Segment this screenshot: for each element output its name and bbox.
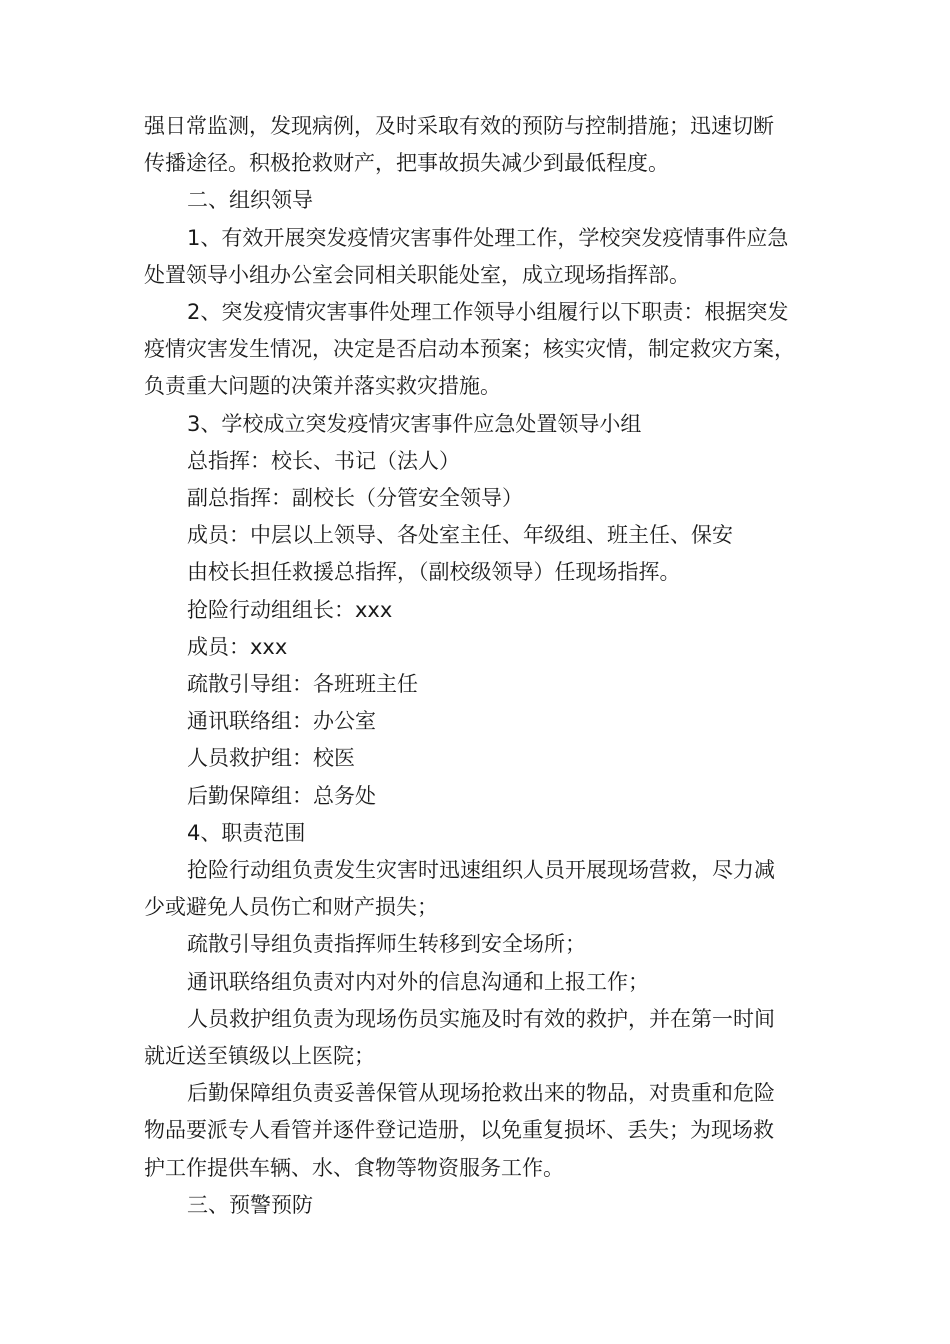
paragraph-line: 少或避免人员伤亡和财产损失； bbox=[144, 895, 438, 920]
paragraph-line: 强日常监测，发现病例，及时采取有效的预防与控制措施；迅速切断 bbox=[144, 114, 774, 138]
paragraph-line: 1、有效开展突发疫情灾害事件处理工作，学校突发疫情事件应急 bbox=[187, 225, 789, 250]
subsection-heading: 4、职责范围 bbox=[187, 820, 306, 845]
section-heading: 三、预警预防 bbox=[187, 1192, 313, 1217]
paragraph-line: 人员救护组负责为现场伤员实施及时有效的救护，并在第一时间 bbox=[187, 1006, 775, 1031]
section-heading: 二、组织领导 bbox=[187, 188, 313, 213]
paragraph-line: 2、突发疫情灾害事件处理工作领导小组履行以下职责：根据突发 bbox=[187, 300, 789, 325]
list-item: 成员：xxx bbox=[187, 634, 288, 659]
paragraph-line: 护工作提供车辆、水、食物等物资服务工作。 bbox=[144, 1155, 564, 1180]
paragraph-line: 通讯联络组负责对内对外的信息沟通和上报工作； bbox=[187, 969, 649, 994]
list-item: 抢险行动组组长：xxx bbox=[187, 597, 393, 622]
paragraph-line: 疏散引导组负责指挥师生转移到安全场所； bbox=[187, 932, 586, 957]
paragraph-line: 传播途径。积极抢救财产，把事故损失减少到最低程度。 bbox=[144, 151, 669, 176]
list-item: 成员：中层以上领导、各处室主任、年级组、班主任、保安 bbox=[187, 523, 733, 548]
paragraph-line: 抢险行动组负责发生灾害时迅速组织人员开展现场营救，尽力减 bbox=[187, 858, 775, 883]
paragraph-line: 后勤保障组负责妥善保管从现场抢救出来的物品，对贵重和危险 bbox=[187, 1081, 775, 1106]
list-item: 疏散引导组：各班班主任 bbox=[187, 672, 418, 697]
paragraph-line: 3、学校成立突发疫情灾害事件应急处置领导小组 bbox=[187, 411, 642, 436]
paragraph-line: 就近送至镇级以上医院； bbox=[144, 1044, 375, 1069]
list-item: 副总指挥：副校长（分管安全领导） bbox=[187, 486, 523, 511]
list-item: 由校长担任救援总指挥，（副校级领导）任现场指挥。 bbox=[187, 560, 681, 585]
paragraph-line: 处置领导小组办公室会同相关职能处室，成立现场指挥部。 bbox=[144, 262, 690, 287]
list-item: 人员救护组：校医 bbox=[187, 746, 355, 771]
list-item: 总指挥：校长、书记（法人） bbox=[187, 448, 460, 473]
list-item: 通讯联络组：办公室 bbox=[187, 709, 376, 734]
paragraph-line: 物品要派专人看管并逐件登记造册，以免重复损坏、丢失；为现场救 bbox=[144, 1118, 774, 1143]
document-body bbox=[144, 108, 816, 1224]
list-item: 后勤保障组：总务处 bbox=[187, 783, 376, 808]
paragraph-line: 负责重大问题的决策并落实救灾措施。 bbox=[144, 374, 501, 399]
paragraph-line: 疫情灾害发生情况，决定是否启动本预案；核实灾情，制定救灾方案， bbox=[144, 337, 795, 362]
